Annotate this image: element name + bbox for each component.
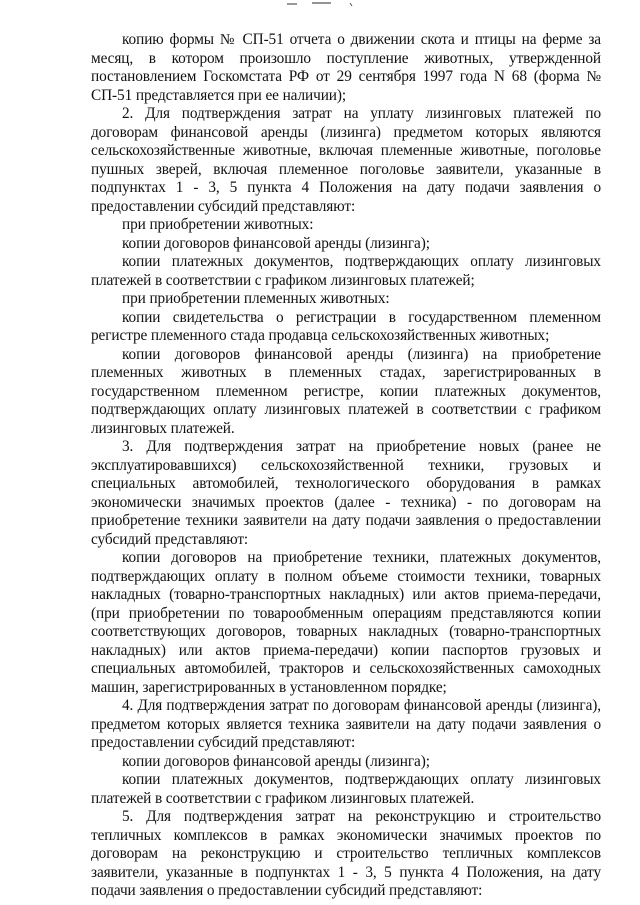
paragraph-payment-docs-2: копии платежных документов, подтверждающих оплату лизинговых платежей в соответствии с графиком лизинговых платежей. — [91, 771, 601, 807]
paragraph-breeding-heading: при приобретении племенных животных: — [122, 290, 390, 307]
document-body — [91, 31, 601, 901]
paragraph-item-3: 3. Для подтверждения затрат на приобретение новых (ранее не эксплуатировавшихся) сельскохозяйственной техники, грузовых и специальных автомобилей, технологического оборудования в рамках экономически значимых проектов (далее - техника) - по договорам на приобретение техники заявители на дату подачи заявления о предоставлении субсидий представляют: — [91, 438, 601, 548]
paragraph-payment-docs: копии платежных документов, подтверждающих оплату лизинговых платежей в соответствии с графиком лизинговых платежей; — [91, 253, 601, 289]
paragraph-registry-certificate: копии свидетельства о регистрации в государственном племенном регистре племенного стада продавца сельскохозяйственных животных; — [91, 308, 601, 344]
scan-artifact-marks — [0, 0, 640, 14]
paragraph-leasing-copies: копии договоров финансовой аренды (лизинга); — [122, 234, 430, 252]
paragraph-leasing-copies-2: копии договоров финансовой аренды (лизинга); — [122, 752, 430, 770]
paragraph-form-sp51: копию формы № СП-51 отчета о движении скота и птицы на ферме за месяц, в котором произошло поступление животных, утвержденной постановлением Госкомстата РФ от 29 сентября 1997 года N 68 (форма № СП-51 представляется при ее наличии); — [91, 31, 601, 104]
paragraph-breeding-leasing: копии договоров финансовой аренды (лизинга) на приобретение племенных животных в племенных стадах, зарегистрированных в государственном племенном регистре, копии платежных документов, подтверждающих оплату лизинговых платежей в соответствии с графиком лизинговых платежей. — [91, 345, 601, 437]
paragraph-item-2: 2. Для подтверждения затрат на уплату лизинговых платежей по договорам финансовой аренды (лизинга) предметом которых являются сельскохозяйственные животные, включая племенные животные, поголовье пушных зверей, включая племенное поголовье заявители, указанные в подпунктах 1 - 3, 5 пункта 4 Положения на дату подачи заявления о предоставлении субсидий представляют: — [91, 105, 601, 215]
paragraph-equipment-docs: копии договоров на приобретение техники, платежных документов, подтверждающих оплату в полном объеме стоимости техники, товарных накладных (товарно-транспортных накладных) или актов приема-передачи, (при приобретении по товарообменным операциям представляются копии соответствующих договоров, товарных накладных (товарно-транспортных накладных) или актов приема-передачи) копии паспортов грузовых и специальных автомобилей, тракторов и сельскохозяйственных самоходных машин, зарегистрированных в установленном порядке; — [91, 549, 601, 696]
paragraph-item-4: 4. Для подтверждения затрат по договорам финансовой аренды (лизинга), предметом которых является техника заявители на дату подачи заявления о предоставлении субсидий представляют: — [91, 697, 601, 751]
paragraph-item-5: 5. Для подтверждения затрат на реконструкцию и строительство тепличных комплексов в рамках экономически значимых проектов по договорам на реконструкцию и строительство тепличных комплексов заявители, указанные в подпунктах 1 - 3, 5 пункта 4 Положения, на дату подачи заявления о предоставлении субсидий представляют: — [91, 808, 601, 899]
paragraph-animals-heading: при приобретении животных: — [122, 216, 314, 233]
scan-mark-3 — [350, 3, 352, 6]
